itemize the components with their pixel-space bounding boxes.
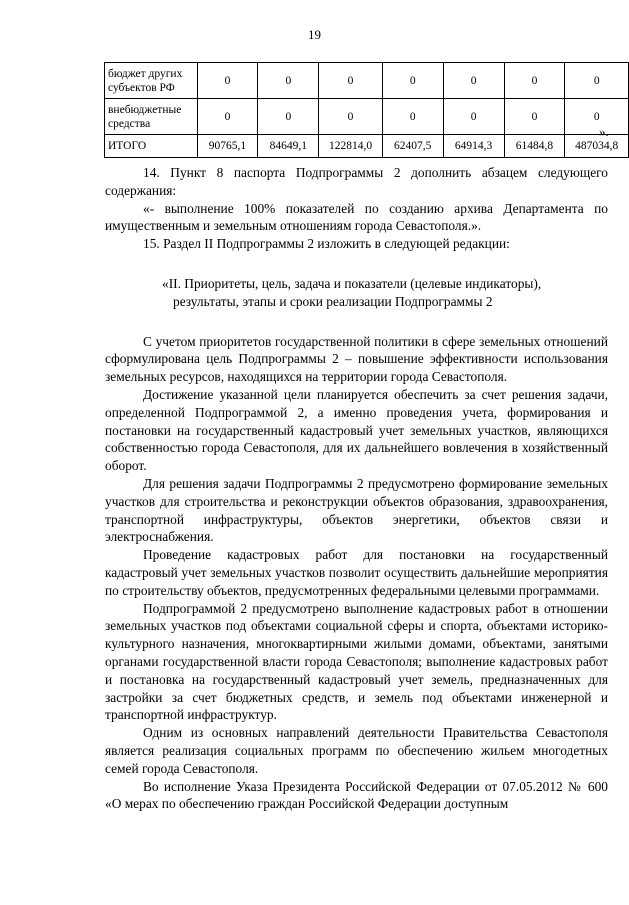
- document-body: [105, 164, 608, 813]
- table-cell: 0: [197, 99, 258, 135]
- paragraph-item-15: 15. Раздел II Подпрограммы 2 изложить в следующей редакции:: [143, 236, 510, 252]
- table-cell: 84649,1: [258, 135, 319, 158]
- table-cell: 0: [382, 63, 443, 99]
- section-heading-line-1: «II. Приоритеты, цель, задача и показатели (целевые индикаторы),: [162, 275, 542, 291]
- table-cell: 0: [443, 99, 504, 135]
- table-cell: 0: [197, 63, 258, 99]
- row-label: ИТОГО: [105, 135, 198, 158]
- body-paragraph: Для решения задачи Подпрограммы 2 предусмотрено формирование земельных участков для строительства и реконструкции объектов образования, здравоохранения, транспортной инфраструктуры, объектов энергетики, объектов связи и электроснабжения.: [105, 475, 608, 545]
- closing-quote-mark: ».: [599, 124, 609, 139]
- body-paragraph: Во исполнение Указа Президента Российской Федерации от 07.05.2012 № 600 «О мерах по обеспечению граждан Российской Федерации доступным: [105, 778, 608, 812]
- table-cell: 0: [565, 63, 629, 99]
- table-cell: 0: [319, 63, 383, 99]
- budget-table: [104, 62, 629, 158]
- body-paragraph: Подпрограммой 2 предусмотрено выполнение кадастровых работ в отношении земельных участков под объектами социальной сферы и спорта, объектами историко-культурного назначения, многоквартирными жилыми домами, объектами, занятыми органами государственной власти города Севастополя; выполнение кадастровых работ и постановка на государственный кадастровый учет земель, предназначенных для застройки за счет бюджетных средств, и земель под объектами инженерной и транспортной инфраструктур.: [105, 600, 608, 723]
- table-cell: 0: [504, 99, 565, 135]
- table-cell: 0: [319, 99, 383, 135]
- table-cell: 64914,3: [443, 135, 504, 158]
- table-cell: 0: [382, 99, 443, 135]
- table-cell: 0: [565, 99, 629, 135]
- paragraph-item-14-quote: «- выполнение 100% показателей по созданию архива Департамента по имущественным и земельным отношениям города Севастополя.».: [105, 200, 608, 234]
- table-cell: 0: [504, 63, 565, 99]
- paragraph-item-14: 14. Пункт 8 паспорта Подпрограммы 2 дополнить абзацем следующего содержания:: [105, 165, 608, 198]
- row-label: внебюджетные средства: [105, 99, 198, 135]
- table-cell: 0: [443, 63, 504, 99]
- table-cell: 0: [258, 63, 319, 99]
- table-row: [105, 99, 629, 135]
- table-row: [105, 135, 629, 158]
- row-label: бюджет других субъектов РФ: [105, 63, 198, 99]
- body-paragraph: Достижение указанной цели планируется обеспечить за счет решения задачи, определенной Подпрограммой 2, а именно проведения учета, формирования и постановки на государственный кадастровый учет земельных участков, являющихся собственностью города Севастополя, для их дальнейшего вовлечения в хозяйственный оборот.: [105, 386, 608, 474]
- table-cell: 487034,8: [565, 135, 629, 158]
- section-heading: [105, 275, 608, 311]
- section-heading-line-2: результаты, этапы и сроки реализации Подпрограммы 2: [173, 293, 493, 309]
- table-cell: 122814,0: [319, 135, 383, 158]
- body-paragraph: Одним из основных направлений деятельности Правительства Севастополя является реализация социальных программ по обеспечению жильем многодетных семей города Севастополя.: [105, 725, 608, 776]
- table-cell: 61484,8: [504, 135, 565, 158]
- page-number: 19: [308, 27, 321, 42]
- table-row: [105, 63, 629, 99]
- body-paragraph: С учетом приоритетов государственной политики в сфере земельных отношений сформулирована цель Подпрограммы 2 – повышение эффективности использования земельных ресурсов, находящихся на территории города Севастополя.: [105, 333, 608, 385]
- table-cell: 90765,1: [197, 135, 258, 158]
- table-cell: 0: [258, 99, 319, 135]
- body-paragraph: Проведение кадастровых работ для постановки на государственный кадастровый учет земельных участков позволит осуществить дальнейшие мероприятия по строительству объектов, предусмотренных федеральными целевыми программами.: [105, 547, 608, 598]
- table-cell: 62407,5: [382, 135, 443, 158]
